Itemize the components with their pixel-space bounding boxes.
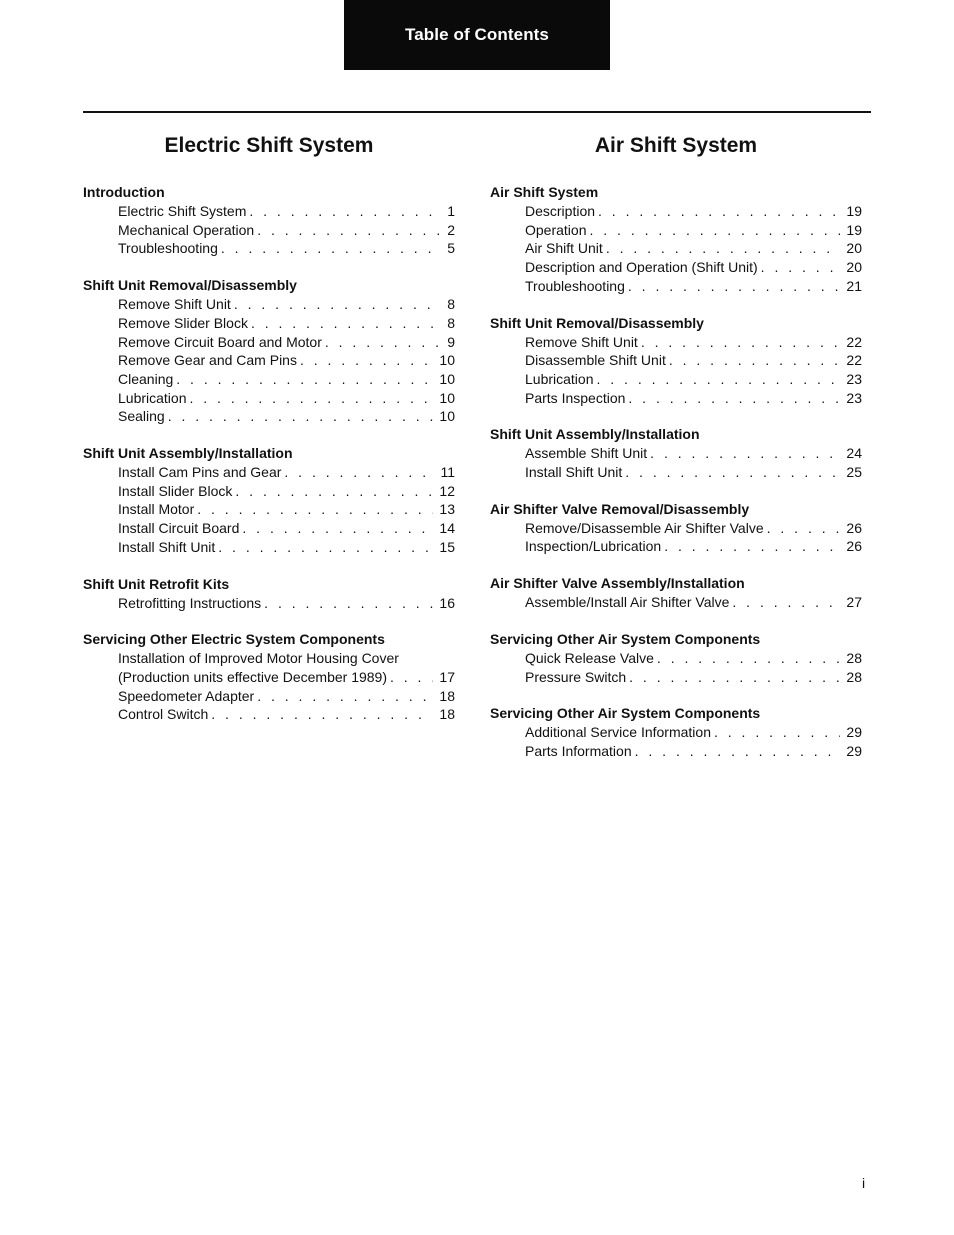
toc-entry-page: 20: [846, 259, 862, 276]
toc-entry-page: 23: [846, 370, 862, 387]
toc-entry-label: Parts Information: [525, 742, 632, 759]
toc-section: [83, 575, 455, 613]
toc-entry-page: 8: [447, 296, 455, 313]
toc-entry-label: Inspection/Lubrication: [525, 538, 662, 555]
toc-entry-page: 10: [439, 389, 455, 406]
toc-entry-page: 28: [846, 668, 862, 685]
toc-section-title: Servicing Other Air System Components: [490, 630, 761, 647]
toc-section-title: Shift Unit Assembly/Installation: [83, 445, 293, 462]
toc-entry[interactable]: [83, 389, 455, 408]
toc-section: [490, 574, 862, 612]
dot-leader: [190, 389, 434, 408]
dot-leader: [235, 482, 433, 501]
toc-entry-page: 23: [846, 389, 862, 406]
toc-entry[interactable]: [490, 239, 862, 258]
toc-entry[interactable]: [490, 221, 862, 240]
toc-entry-page: 10: [439, 352, 455, 369]
dot-leader: [628, 389, 840, 408]
electric-shift-title: Electric Shift System: [164, 134, 374, 157]
dot-leader: [284, 463, 434, 482]
toc-entry[interactable]: [83, 482, 455, 501]
toc-section: [83, 444, 455, 557]
dot-leader: [628, 277, 841, 296]
toc-entry[interactable]: [83, 538, 455, 557]
toc-entry-label: Install Cam Pins and Gear: [118, 464, 282, 481]
toc-section-title: Introduction: [83, 184, 165, 200]
toc-section: [490, 425, 862, 481]
toc-section: [490, 183, 862, 296]
toc-entry-page: 25: [846, 464, 862, 481]
toc-entry-label: Electric Shift System: [118, 203, 247, 219]
toc-entry[interactable]: [83, 295, 455, 314]
toc-entry-page: 28: [846, 649, 862, 666]
toc-entry-page: 16: [439, 594, 455, 611]
toc-section-title: Servicing Other Electric System Components: [83, 631, 385, 648]
dot-leader: [325, 333, 441, 352]
toc-entry-page: 19: [846, 203, 862, 219]
toc-section: [83, 183, 455, 258]
toc-entry-page: 29: [846, 742, 862, 759]
toc-entry[interactable]: [490, 351, 862, 370]
toc-entry[interactable]: [490, 463, 862, 482]
air-shift-column: [490, 130, 862, 779]
dot-leader: [251, 314, 441, 333]
toc-entry[interactable]: [490, 389, 862, 408]
toc-header-tab: [344, 0, 610, 70]
dot-leader: [221, 239, 441, 258]
toc-entry[interactable]: [83, 351, 455, 370]
toc-entry[interactable]: [490, 333, 862, 352]
dot-leader: [597, 370, 841, 389]
toc-entry-page: 14: [439, 520, 455, 537]
toc-entry[interactable]: [83, 314, 455, 333]
toc-section-title: Shift Unit Assembly/Installation: [490, 426, 700, 443]
toc-entry-page: 11: [440, 464, 455, 481]
toc-entry[interactable]: [490, 444, 862, 463]
toc-entry-page: 24: [846, 445, 862, 462]
header-rule: [83, 111, 871, 113]
toc-section: [490, 704, 862, 760]
toc-section: [490, 314, 862, 408]
toc-entry-label: Remove Circuit Board and Motor: [118, 333, 322, 350]
toc-entry[interactable]: [490, 202, 862, 221]
toc-entry-label: Install Shift Unit: [525, 464, 623, 481]
toc-entry[interactable]: [83, 705, 455, 724]
toc-entry-page: 13: [439, 501, 455, 518]
toc-section: [490, 500, 862, 556]
dot-leader: [168, 407, 434, 426]
dot-leader: [234, 295, 441, 314]
toc-entry-label: Remove Shift Unit: [118, 296, 231, 313]
toc-entry[interactable]: [83, 370, 455, 389]
dot-leader: [732, 593, 840, 612]
toc-entry[interactable]: [490, 723, 862, 742]
toc-entry[interactable]: [83, 519, 455, 538]
dot-leader: [264, 594, 433, 613]
toc-entry[interactable]: [490, 519, 862, 538]
toc-entry[interactable]: [83, 594, 455, 613]
toc-entry-page: 2: [447, 221, 455, 238]
toc-entry-page: 22: [846, 333, 862, 350]
toc-entry[interactable]: [83, 668, 455, 687]
toc-entry[interactable]: [490, 370, 862, 389]
toc-entry-label: Retrofitting Instructions: [118, 594, 262, 611]
toc-entry-page: 27: [846, 594, 862, 611]
toc-entry[interactable]: [490, 593, 862, 612]
toc-entry-page: 8: [447, 314, 455, 331]
toc-section-title: Shift Unit Removal/Disassembly: [490, 314, 704, 331]
toc-entry-label: Disassemble Shift Unit: [525, 352, 666, 369]
toc-entry-label: Lubrication: [118, 389, 187, 406]
toc-entry[interactable]: [83, 239, 455, 258]
toc-entry-page: 26: [846, 519, 862, 536]
toc-entry-label: Sealing: [118, 408, 165, 425]
dot-leader: [257, 221, 441, 240]
toc-entry-page: 1: [447, 203, 455, 219]
toc-entry-label: Remove Slider Block: [118, 314, 248, 331]
dot-leader: [657, 649, 841, 668]
toc-entry-label: Remove/Disassemble Air Shifter Valve: [525, 519, 764, 536]
toc-entry-label: Remove Shift Unit: [525, 333, 638, 350]
toc-entry-page: 29: [846, 724, 862, 741]
toc-entry-label: Control Switch: [118, 706, 209, 723]
toc-entry[interactable]: [490, 537, 862, 556]
dot-leader: [641, 333, 841, 352]
toc-entry-label: Cleaning: [118, 370, 174, 387]
toc-entry-page: 10: [439, 408, 455, 425]
dot-leader: [598, 202, 840, 221]
toc-entry[interactable]: [490, 258, 862, 277]
toc-entry-page: 12: [439, 482, 455, 499]
toc-entry-page: 20: [846, 240, 862, 257]
dot-leader: [176, 370, 433, 389]
toc-entry[interactable]: [490, 668, 862, 687]
toc-entry-continuation: (Production units effective December 1989): [118, 668, 387, 685]
toc-entry-label: Operation: [525, 221, 587, 238]
toc-section-title: Servicing Other Air System Components: [490, 705, 761, 722]
toc-entry-label: Assemble Shift Unit: [525, 445, 648, 462]
toc-section: [83, 276, 455, 426]
dot-leader: [257, 687, 433, 706]
page-number: i: [862, 1175, 866, 1191]
toc-section-title: Air Shifter Valve Assembly/Installation: [490, 575, 745, 592]
dot-leader: [650, 444, 840, 463]
toc-entry[interactable]: [490, 649, 862, 668]
toc-entry-label: Installation of Improved Motor Housing Cover: [118, 650, 399, 667]
toc-entry-label: Lubrication: [525, 370, 594, 387]
dot-leader: [625, 463, 840, 482]
toc-entry[interactable]: [83, 221, 455, 240]
dot-leader: [218, 538, 433, 557]
toc-entry-page: 19: [846, 221, 862, 238]
dot-leader: [767, 519, 841, 538]
toc-entry-label: Troubleshooting: [525, 277, 625, 294]
toc-section-title: Shift Unit Retrofit Kits: [83, 575, 230, 592]
dot-leader: [714, 723, 840, 742]
toc-entry-page: 5: [447, 240, 455, 257]
toc-section: [83, 630, 455, 724]
toc-entry-page: 26: [846, 538, 862, 555]
dot-leader: [300, 351, 433, 370]
toc-entry[interactable]: [83, 333, 455, 352]
toc-entry-label: Install Slider Block: [118, 482, 233, 499]
toc-header-label: Table of Contents: [405, 25, 549, 44]
toc-entry-label: Description: [525, 203, 596, 219]
air-shift-title: Air Shift System: [594, 134, 758, 157]
toc-section: [490, 630, 862, 686]
dot-leader: [629, 668, 840, 687]
toc-entry-label: Quick Release Valve: [525, 649, 654, 666]
toc-entry[interactable]: [83, 463, 455, 482]
toc-entry-page: 21: [846, 277, 862, 294]
toc-section-title: Shift Unit Removal/Disassembly: [83, 277, 297, 294]
toc-entry-label: Assemble/Install Air Shifter Valve: [525, 594, 730, 611]
toc-entry-label: Pressure Switch: [525, 668, 627, 685]
toc-entry-label: Additional Service Information: [525, 724, 711, 741]
electric-shift-sections: [83, 183, 455, 724]
toc-entry[interactable]: [490, 277, 862, 296]
toc-entry[interactable]: [83, 687, 455, 706]
toc-entry-page: 18: [439, 687, 455, 704]
dot-leader: [242, 519, 433, 538]
dot-leader: [606, 239, 841, 258]
toc-entry-label: Install Shift Unit: [118, 538, 216, 555]
toc-entry[interactable]: [83, 202, 455, 221]
dot-leader: [669, 351, 841, 370]
dot-leader: [211, 705, 433, 724]
toc-entry-label: Remove Gear and Cam Pins: [118, 352, 297, 369]
toc-entry[interactable]: [83, 407, 455, 426]
toc-entry-page: 9: [447, 333, 455, 350]
toc-entry-label: Description and Operation (Shift Unit): [525, 259, 758, 276]
toc-entry-label: Air Shift Unit: [525, 240, 603, 257]
toc-entry-label: Mechanical Operation: [118, 221, 255, 238]
toc-entry-page: 17: [439, 668, 455, 685]
toc-entry-label: Speedometer Adapter: [118, 687, 255, 704]
dot-leader: [635, 742, 841, 761]
dot-leader: [249, 202, 441, 221]
toc-entry-page: 10: [439, 370, 455, 387]
toc-entry-label: Parts Inspection: [525, 389, 626, 406]
toc-entry-page: 18: [439, 706, 455, 723]
dot-leader: [589, 221, 840, 240]
toc-entry-label: Install Motor: [118, 501, 195, 518]
dot-leader: [390, 668, 433, 687]
air-shift-sections: [490, 183, 862, 761]
toc-entry-page: 22: [846, 352, 862, 369]
toc-entry[interactable]: [490, 742, 862, 761]
toc-section-title: Air Shift System: [490, 184, 599, 200]
electric-shift-column: [83, 130, 455, 742]
dot-leader: [197, 500, 433, 519]
dot-leader: [761, 258, 841, 277]
toc-entry[interactable]: [83, 500, 455, 519]
toc-entry-label: Install Circuit Board: [118, 520, 240, 537]
toc-section-title: Air Shifter Valve Removal/Disassembly: [490, 500, 750, 517]
toc-entry-label: Troubleshooting: [118, 240, 218, 257]
toc-entry-page: 15: [439, 538, 455, 555]
dot-leader: [664, 537, 840, 556]
